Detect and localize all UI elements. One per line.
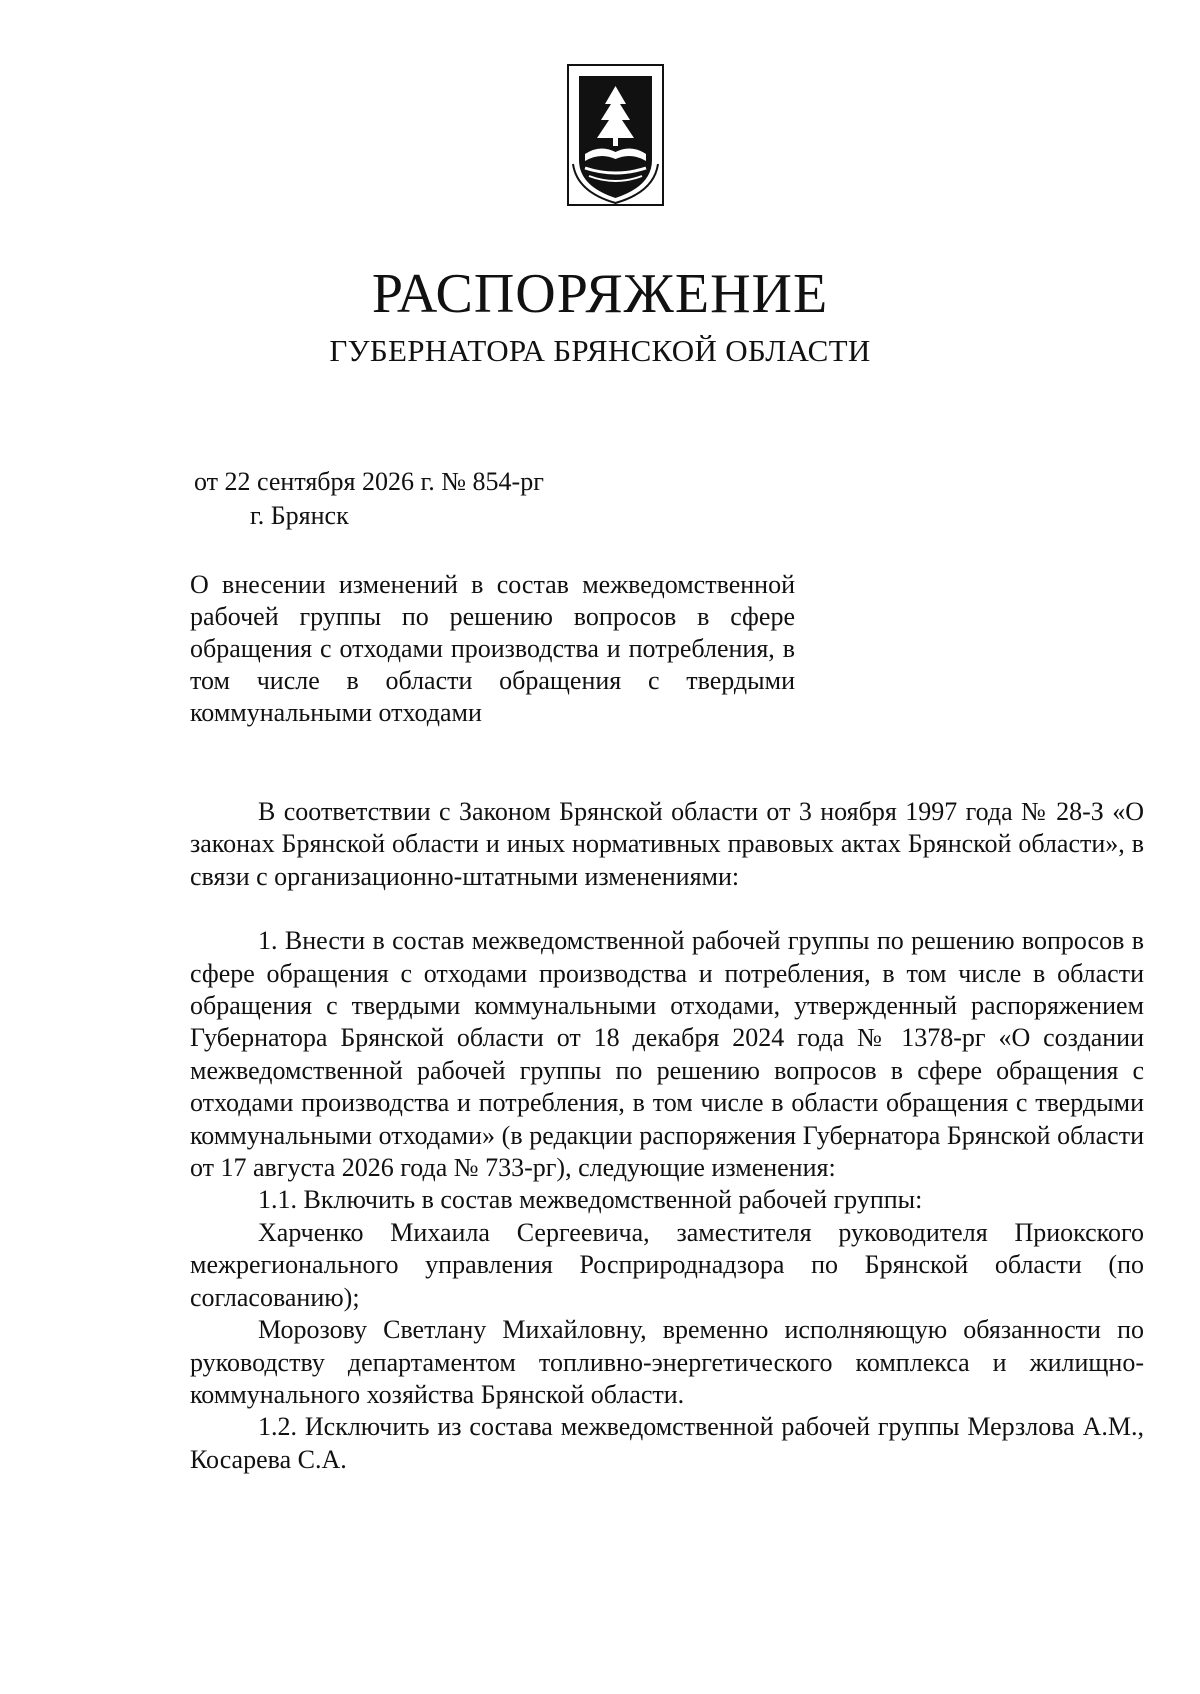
document-type-title: РАСПОРЯЖЕНИЕ bbox=[371, 263, 829, 325]
city-line: г. Брянск bbox=[250, 501, 349, 530]
date-number-line: от 22 сентября 2026 г. № 854-рг bbox=[194, 467, 544, 496]
member-kharchenko-paragraph: Харченко Михаила Сергеевича, заместителя руководителя Приокского межрегионального управления Росприроднадзора по Брянской области (по согласованию); bbox=[190, 1217, 1144, 1312]
document-body bbox=[190, 796, 1144, 1476]
document-subject: О внесении изменений в состав межведомственной рабочей группы по решению вопросов в сфере обращения с отходами производства и потребления, в том числе в области обращения с твердыми коммунальными отходами bbox=[190, 570, 795, 727]
item-1-1-paragraph: 1.1. Включить в состав межведомственной рабочей группы: bbox=[258, 1185, 923, 1215]
coat-of-arms-emblem bbox=[567, 64, 664, 206]
item-1-2-paragraph: 1.2. Исключить из состава межведомственной рабочей группы Мерзлова А.М., Косарева С.А. bbox=[190, 1412, 1144, 1474]
issuer-subtitle: ГУБЕРНАТОРА БРЯНСКОЙ ОБЛАСТИ bbox=[329, 333, 871, 368]
preamble-paragraph: В соответствии с Законом Брянской области от 3 ноября 1997 года № 28-З «О законах Брянской области и иных нормативных правовых актах Брянской области», в связи с организационно-штатными изменениями: bbox=[190, 797, 1144, 891]
item-1-paragraph: 1. Внести в состав межведомственной рабочей группы по решению вопросов в сфере обращения с отходами производства и потребления, в том числе в области обращения с твердыми коммунальными отходами, утвержденный распоряжением Губернатора Брянской области от 18 декабря 2024 года № 1378-рг «О создании межведомственной рабочей группы по решению вопросов в сфере обращения с отходами производства и потребления, в том числе в области обращения с твердыми коммунальными отходами» (в редакции распоряжения Губернатора Брянской области от 17 августа 2026 года № 733-рг), следующие изменения: bbox=[190, 926, 1144, 1183]
member-morozova-paragraph: Морозову Светлану Михайловну, временно исполняющую обязанности по руководству департаментом топливно-энергетического комплекса и жилищно-коммунального хозяйства Брянской области. bbox=[190, 1315, 1144, 1409]
